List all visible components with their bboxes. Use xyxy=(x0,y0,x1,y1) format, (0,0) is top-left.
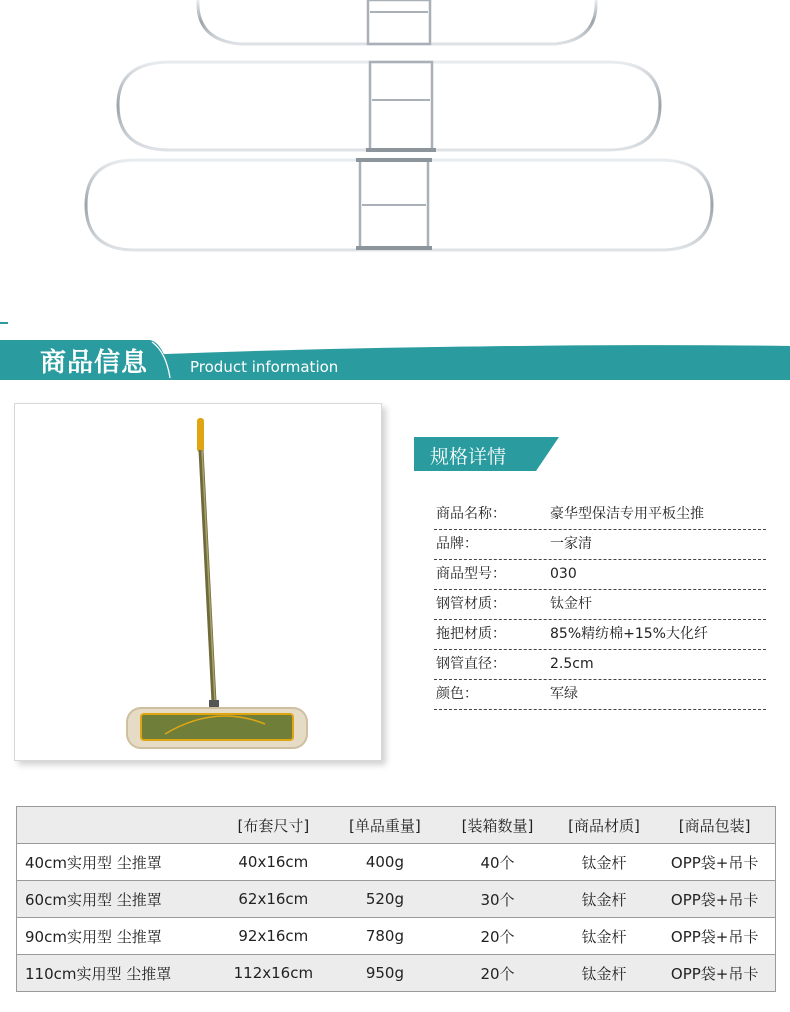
table-cell: 钛金杆 xyxy=(554,918,655,955)
table-header-row xyxy=(17,807,776,844)
spec-value: 030 xyxy=(550,566,577,582)
spec-key: 钢管直径： xyxy=(436,656,506,672)
table-header-cell xyxy=(17,807,219,844)
table-row xyxy=(17,844,776,881)
spec-list xyxy=(434,500,766,710)
table-cell: 780g xyxy=(329,918,442,955)
table-header-cell: [商品材质] xyxy=(554,807,655,844)
table-cell: 20个 xyxy=(441,918,554,955)
spec-heading: 规格详情 xyxy=(430,446,507,468)
spec-row xyxy=(434,560,766,590)
table-cell: 950g xyxy=(329,955,442,992)
spec-value: 2.5cm xyxy=(550,656,594,672)
table-cell: 40cm实用型 尘推罩 xyxy=(17,844,219,881)
table-cell: 20个 xyxy=(441,955,554,992)
table-cell: OPP袋+吊卡 xyxy=(654,918,775,955)
spec-key: 品牌： xyxy=(436,536,478,552)
table-cell: 30个 xyxy=(441,881,554,918)
spec-row xyxy=(434,530,766,560)
table-cell: OPP袋+吊卡 xyxy=(654,881,775,918)
banner-subtitle: Product information xyxy=(190,358,339,376)
table-cell: 40个 xyxy=(441,844,554,881)
spec-key: 钢管材质： xyxy=(436,596,506,612)
table-row xyxy=(17,955,776,992)
table-cell: 62x16cm xyxy=(218,881,329,918)
mop-frames-illustration xyxy=(0,0,790,300)
spec-key: 商品名称： xyxy=(436,506,506,522)
spec-value: 军绿 xyxy=(550,686,578,702)
table-row xyxy=(17,881,776,918)
spec-key: 拖把材质： xyxy=(436,626,506,642)
spec-key: 颜色： xyxy=(436,686,478,702)
table-cell: 92x16cm xyxy=(218,918,329,955)
mop-frames-image xyxy=(0,0,790,300)
spec-value: 一家清 xyxy=(550,536,592,552)
dust-mop-illustration xyxy=(15,404,381,760)
spec-row xyxy=(434,620,766,650)
product-photo xyxy=(14,403,382,761)
table-cell: 60cm实用型 尘推罩 xyxy=(17,881,219,918)
size-table xyxy=(16,806,776,992)
spec-value: 85%精纺棉+15%大化纤 xyxy=(550,626,708,642)
spec-value: 钛金杆 xyxy=(550,596,592,612)
table-cell: OPP袋+吊卡 xyxy=(654,844,775,881)
table-cell: 400g xyxy=(329,844,442,881)
spec-value: 豪华型保洁专用平板尘推 xyxy=(550,506,704,522)
table-header-cell: [装箱数量] xyxy=(441,807,554,844)
spec-row xyxy=(434,680,766,710)
table-cell: OPP袋+吊卡 xyxy=(654,955,775,992)
spec-key: 商品型号： xyxy=(436,566,506,582)
table-cell: 520g xyxy=(329,881,442,918)
banner-title: 商品信息 xyxy=(40,348,149,378)
table-cell: 90cm实用型 尘推罩 xyxy=(17,918,219,955)
table-header-cell: [布套尺寸] xyxy=(218,807,329,844)
table-header-cell: [单品重量] xyxy=(329,807,442,844)
spec-row xyxy=(434,590,766,620)
spec-row xyxy=(434,500,766,530)
spec-row xyxy=(434,650,766,680)
table-cell: 110cm实用型 尘推罩 xyxy=(17,955,219,992)
table-cell: 钛金杆 xyxy=(554,955,655,992)
table-cell: 40x16cm xyxy=(218,844,329,881)
table-cell: 钛金杆 xyxy=(554,881,655,918)
table-header-cell: [商品包装] xyxy=(654,807,775,844)
table-cell: 钛金杆 xyxy=(554,844,655,881)
table-row xyxy=(17,918,776,955)
table-cell: 112x16cm xyxy=(218,955,329,992)
